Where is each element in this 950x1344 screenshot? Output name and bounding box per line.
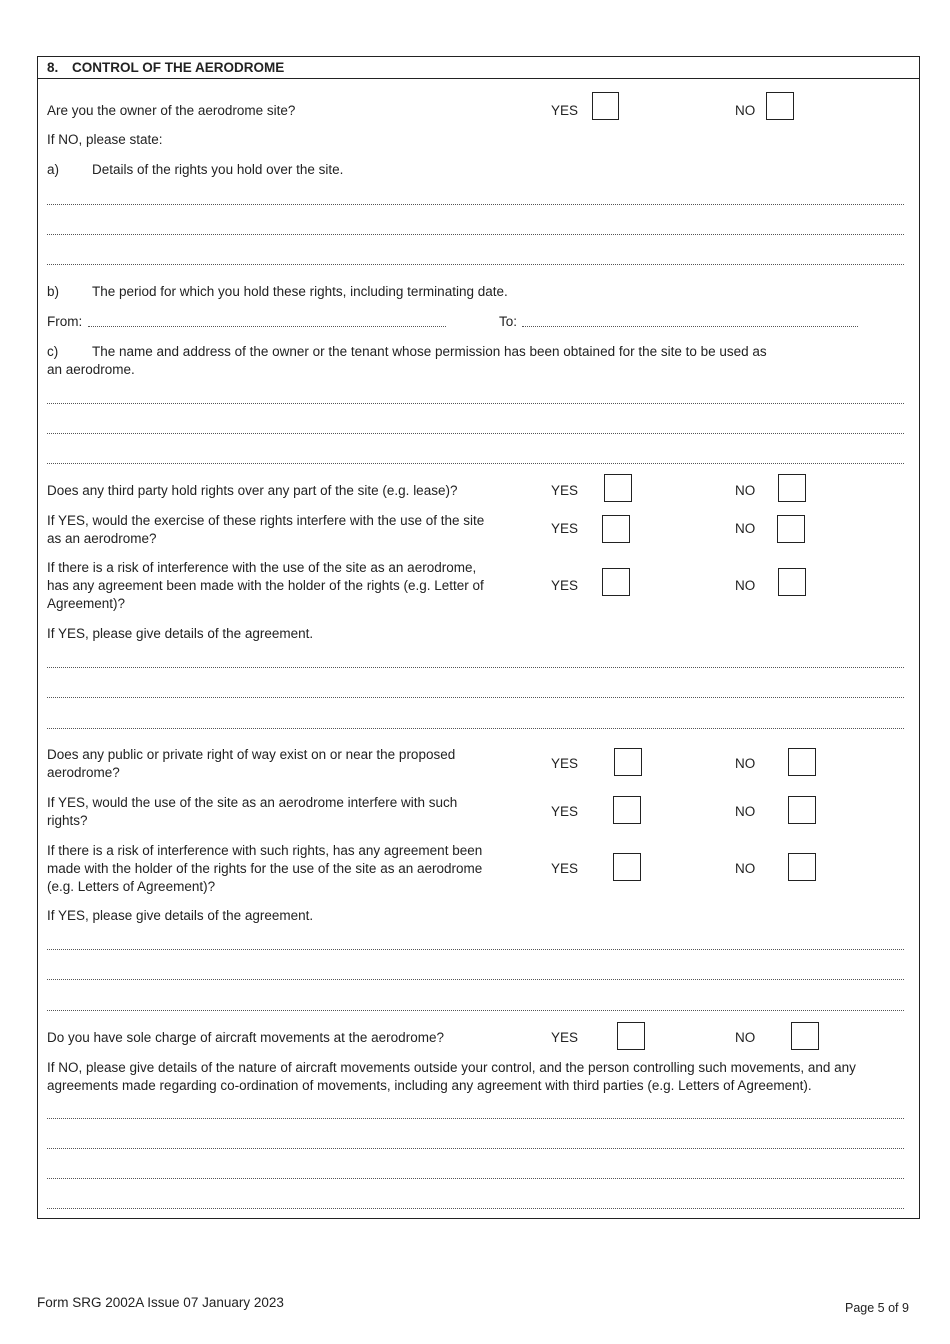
third-party-yes-checkbox[interactable] bbox=[604, 474, 632, 502]
right-of-way-yes-checkbox[interactable] bbox=[614, 748, 642, 776]
risk-agreement-yes-checkbox[interactable] bbox=[602, 568, 630, 596]
right-of-way-no-checkbox[interactable] bbox=[788, 748, 816, 776]
item-c-text-cont: an aerodrome. bbox=[47, 362, 135, 377]
third-party-no-checkbox[interactable] bbox=[778, 474, 806, 502]
no-label: NO bbox=[735, 804, 756, 819]
if-yes-details: If YES, please give details of the agreement. bbox=[47, 908, 314, 923]
item-a-text: Details of the rights you hold over the site. bbox=[92, 162, 344, 177]
answer-line[interactable] bbox=[47, 1148, 904, 1149]
header-divider bbox=[38, 78, 919, 79]
q-third-party: Does any third party hold rights over any part of the site (e.g. lease)? bbox=[47, 483, 458, 498]
interfere-rights-yes-checkbox[interactable] bbox=[613, 796, 641, 824]
no-label: NO bbox=[735, 1030, 756, 1045]
from-label: From: bbox=[47, 314, 83, 329]
sole-charge-no-checkbox[interactable] bbox=[791, 1022, 819, 1050]
sole-charge-yes-checkbox[interactable] bbox=[617, 1022, 645, 1050]
yes-label: YES bbox=[551, 521, 579, 536]
q-owner: Are you the owner of the aerodrome site? bbox=[47, 103, 296, 118]
answer-line[interactable] bbox=[47, 1178, 904, 1179]
interfere-rights-no-checkbox[interactable] bbox=[788, 796, 816, 824]
no-label: NO bbox=[735, 578, 756, 593]
answer-line[interactable] bbox=[47, 234, 904, 235]
answer-line[interactable] bbox=[47, 1010, 904, 1011]
item-b-letter: b) bbox=[47, 284, 60, 299]
no-label: NO bbox=[735, 521, 756, 536]
risk-rights-no-checkbox[interactable] bbox=[788, 853, 816, 881]
answer-line[interactable] bbox=[47, 979, 904, 980]
answer-line[interactable] bbox=[47, 697, 904, 698]
answer-line[interactable] bbox=[47, 949, 904, 950]
risk-rights-yes-checkbox[interactable] bbox=[613, 853, 641, 881]
answer-line[interactable] bbox=[47, 463, 904, 464]
answer-line[interactable] bbox=[47, 1208, 904, 1209]
owner-no-checkbox[interactable] bbox=[766, 92, 794, 120]
yes-label: YES bbox=[551, 1030, 579, 1045]
yes-label: YES bbox=[551, 804, 579, 819]
answer-line[interactable] bbox=[47, 264, 904, 265]
answer-line[interactable] bbox=[47, 403, 904, 404]
answer-line[interactable] bbox=[47, 204, 904, 205]
q-risk-rights: If there is a risk of interference with such rights, has any agreement been made with the holder of the rights for the use of the site as an aerodrome (e.g. Letters of Agreement)? bbox=[47, 843, 483, 894]
item-c-letter: c) bbox=[47, 344, 59, 359]
no-label: NO bbox=[735, 483, 756, 498]
q-interfere: If YES, would the exercise of these rights interfere with the use of the site as an aerodrome? bbox=[47, 513, 485, 546]
item-b-text: The period for which you hold these rights, including terminating date. bbox=[92, 284, 508, 299]
no-label: NO bbox=[735, 861, 756, 876]
from-field[interactable] bbox=[88, 326, 446, 327]
if-yes-details: If YES, please give details of the agreement. bbox=[47, 626, 314, 641]
form-id: Form SRG 2002A Issue 07 January 2023 bbox=[37, 1295, 284, 1310]
risk-agreement-no-checkbox[interactable] bbox=[778, 568, 806, 596]
owner-yes-checkbox[interactable] bbox=[592, 92, 619, 120]
item-c-text: The name and address of the owner or the tenant whose permission has been obtained for the site to be used as bbox=[92, 344, 767, 359]
yes-label: YES bbox=[551, 103, 579, 118]
answer-line[interactable] bbox=[47, 433, 904, 434]
if-no-movements: If NO, please give details of the nature of aircraft movements outside your control, and the person controlling such movements, and any agreements made regarding co-ordination of movements, including any agreement with third parties (e.g. Letters of Agreement). bbox=[47, 1060, 856, 1093]
answer-line[interactable] bbox=[47, 728, 904, 729]
to-label: To: bbox=[499, 314, 518, 329]
q-risk-agreement: If there is a risk of interference with the use of the site as an aerodrome, has any agreement been made with the holder of the rights (e.g. Letter of Agreement)? bbox=[47, 560, 484, 611]
answer-line[interactable] bbox=[47, 1118, 904, 1119]
if-no-state: If NO, please state: bbox=[47, 132, 163, 147]
answer-line[interactable] bbox=[47, 667, 904, 668]
yes-label: YES bbox=[551, 756, 579, 771]
yes-label: YES bbox=[551, 578, 579, 593]
no-label: NO bbox=[735, 756, 756, 771]
no-label: NO bbox=[735, 103, 756, 118]
to-field[interactable] bbox=[522, 326, 858, 327]
q-sole-charge: Do you have sole charge of aircraft movements at the aerodrome? bbox=[47, 1030, 444, 1045]
section-title: CONTROL OF THE AERODROME bbox=[72, 60, 285, 75]
q-right-of-way: Does any public or private right of way exist on or near the proposed aerodrome? bbox=[47, 747, 456, 780]
q-interfere-rights: If YES, would the use of the site as an aerodrome interfere with such rights? bbox=[47, 795, 458, 828]
page-number: Page 5 of 9 bbox=[845, 1301, 909, 1315]
section-frame bbox=[37, 56, 920, 1219]
interfere-yes-checkbox[interactable] bbox=[602, 515, 630, 543]
yes-label: YES bbox=[551, 861, 579, 876]
section-number: 8. bbox=[47, 60, 59, 75]
yes-label: YES bbox=[551, 483, 579, 498]
item-a-letter: a) bbox=[47, 162, 60, 177]
interfere-no-checkbox[interactable] bbox=[777, 515, 805, 543]
